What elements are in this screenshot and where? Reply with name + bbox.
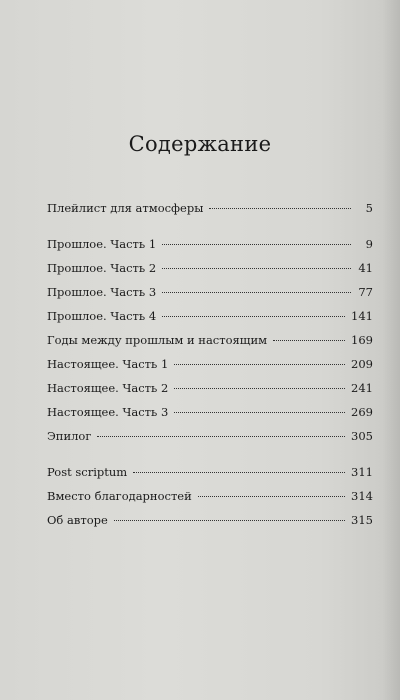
toc-entry bbox=[47, 484, 373, 508]
toc-leader-dots bbox=[174, 364, 345, 365]
toc-entry-label: Прошлое. Часть 1 bbox=[47, 237, 157, 251]
toc-entry-page: 5 bbox=[365, 201, 373, 215]
toc-entry-label: Годы между прошлым и настоящим bbox=[47, 333, 268, 347]
toc-leader-dots bbox=[114, 520, 345, 521]
toc-entry-page: 315 bbox=[351, 513, 373, 527]
toc-entry bbox=[47, 460, 373, 484]
toc-entry-label: Прошлое. Часть 3 bbox=[47, 285, 157, 299]
toc-leader-dots bbox=[162, 316, 345, 317]
toc-leader-dots bbox=[162, 268, 351, 269]
toc-leader-dots bbox=[174, 388, 345, 389]
toc-entry-label: Об авторе bbox=[47, 513, 108, 527]
toc-leader-dots bbox=[162, 292, 351, 293]
toc-entry-page: 41 bbox=[358, 261, 373, 275]
toc-entry bbox=[47, 280, 373, 304]
toc-entry-label: Вместо благодарностей bbox=[47, 489, 192, 503]
page-title: Содержание bbox=[128, 132, 272, 156]
toc-leader-dots bbox=[174, 412, 345, 413]
toc-entry-label: Настоящее. Часть 3 bbox=[47, 405, 169, 419]
toc-leader-dots bbox=[97, 436, 345, 437]
toc-entry-page: 9 bbox=[365, 237, 373, 251]
toc-entry-label: Прошлое. Часть 2 bbox=[47, 261, 157, 275]
table-of-contents bbox=[47, 196, 373, 532]
toc-entry bbox=[47, 232, 373, 256]
toc-entry-label: Эпилог bbox=[47, 429, 92, 443]
toc-entry-label: Настоящее. Часть 2 bbox=[47, 381, 169, 395]
toc-entry bbox=[47, 508, 373, 532]
toc-entry-label: Плейлист для атмосферы bbox=[47, 201, 204, 215]
toc-entry-page: 141 bbox=[351, 309, 373, 323]
toc-entry-page: 314 bbox=[351, 489, 373, 503]
toc-entry bbox=[47, 400, 373, 424]
toc-entry bbox=[47, 196, 373, 220]
toc-entry-label: Настоящее. Часть 1 bbox=[47, 357, 169, 371]
toc-entry bbox=[47, 304, 373, 328]
toc-leader-dots bbox=[162, 244, 351, 245]
toc-entry-page: 77 bbox=[358, 285, 373, 299]
toc-leader-dots bbox=[198, 496, 345, 497]
toc-entry-page: 269 bbox=[351, 405, 373, 419]
toc-entry bbox=[47, 376, 373, 400]
toc-entry-page: 169 bbox=[351, 333, 373, 347]
toc-entry-label: Post scriptum bbox=[47, 465, 128, 479]
toc-entry-label: Прошлое. Часть 4 bbox=[47, 309, 157, 323]
toc-entry-page: 209 bbox=[351, 357, 373, 371]
toc-entry bbox=[47, 256, 373, 280]
toc-entry bbox=[47, 424, 373, 448]
toc-entry bbox=[47, 352, 373, 376]
toc-entry bbox=[47, 328, 373, 352]
toc-leader-dots bbox=[209, 208, 351, 209]
page-edge-shadow bbox=[382, 0, 400, 700]
toc-leader-dots bbox=[273, 340, 345, 341]
toc-entry-page: 311 bbox=[351, 465, 373, 479]
toc-leader-dots bbox=[133, 472, 345, 473]
toc-entry-page: 241 bbox=[351, 381, 373, 395]
toc-entry-page: 305 bbox=[351, 429, 373, 443]
